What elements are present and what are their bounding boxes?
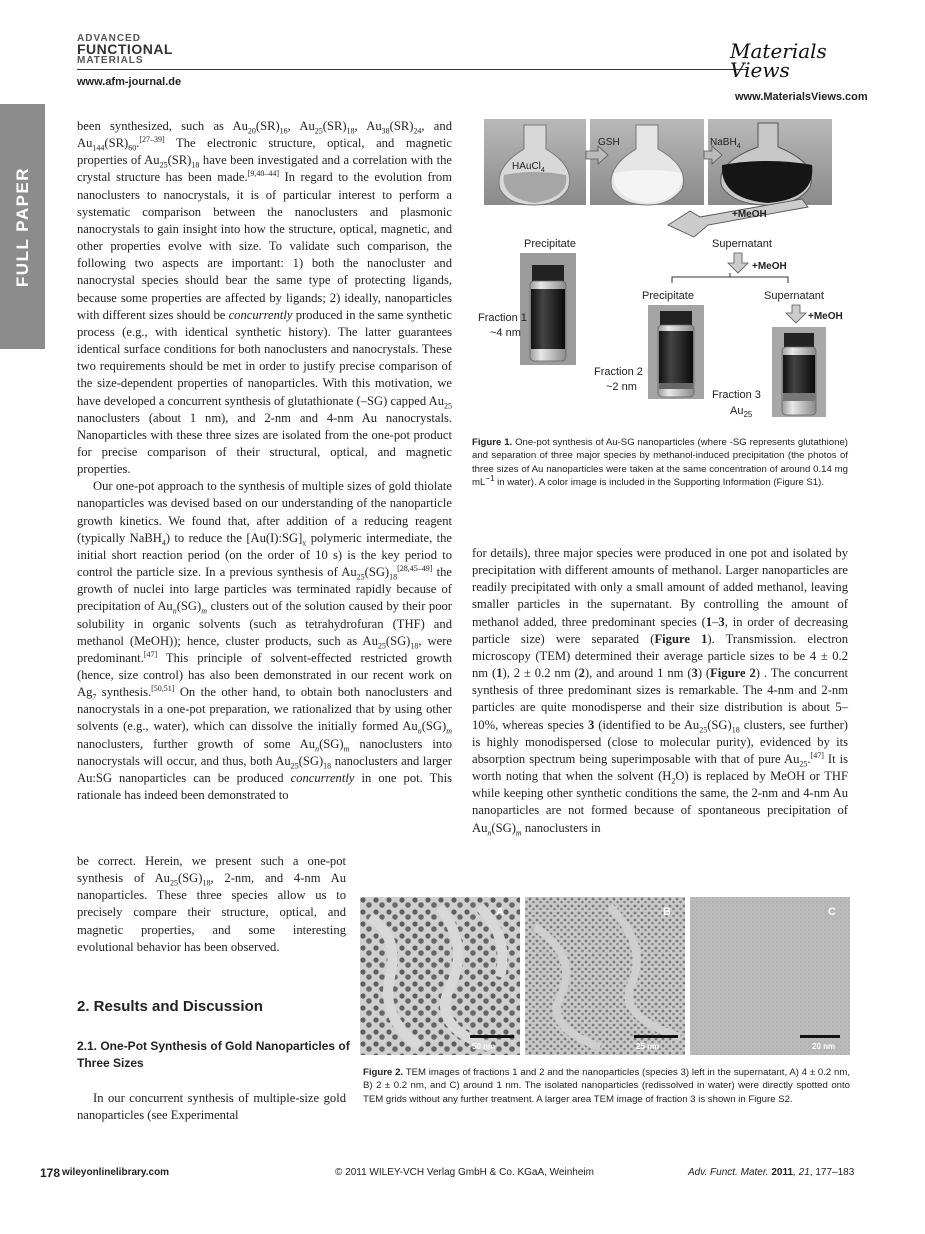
- panel-label-a: A: [496, 906, 504, 918]
- scale-label-c: 20 nm: [812, 1042, 836, 1051]
- label-meoh-1: +MeOH: [732, 209, 767, 220]
- label-fraction-1: Fraction 1: [478, 312, 527, 324]
- figure-1-caption-sup: −1: [485, 473, 495, 483]
- label-fraction-2-size: ~2 nm: [606, 381, 637, 393]
- section-heading: 2. Results and Discussion: [77, 998, 263, 1015]
- body-text-left-narrow: be correct. Herein, we present such a one-pot synthesis of $Au_{25}(SG)_{18}$, 2-nm, and 4-nm Au nanoparticles. These three species allow us to precisely compare their structure, optical, and magnetic properties, and some interesting evolutional behavior has been observed.: [77, 854, 346, 954]
- tem-panel-b: [525, 897, 685, 1055]
- citation-volume: 21: [798, 1167, 810, 1178]
- side-tab: [0, 104, 45, 349]
- materials-views-url-link[interactable]: www.MaterialsViews.com: [735, 91, 868, 103]
- label-nabh4: NaBH$_4$: [710, 137, 741, 150]
- label-precipitate-1: Precipitate: [524, 238, 576, 250]
- scale-label-b: 25 nm: [636, 1042, 660, 1051]
- header-rule: [77, 69, 747, 70]
- label-fraction-3: Fraction 3: [712, 389, 761, 401]
- materials-views-logo: Materials Views: [730, 39, 827, 82]
- label-meoh-2: +MeOH: [752, 261, 787, 272]
- label-supernatant-2: Supernatant: [764, 290, 824, 302]
- figure-1-caption-label: Figure 1.: [472, 437, 513, 448]
- figure-1-synthesis-diagram: [472, 113, 848, 423]
- flask-gsh-photo: [590, 119, 704, 205]
- citation-pages: , 177–183: [809, 1167, 855, 1178]
- citation-journal: Adv. Funct. Mater.: [688, 1167, 769, 1178]
- panel-label-c: C: [828, 906, 836, 918]
- body-text-left-column: been synthesized, such as $Au_{20}(SR)_{16}$, $Au_{25}(SR)_{18}$, $Au_{38}(SR)_{24}$, and $Au_{144}(SR)_{60}.[27-39]$ The electronic structure, optical, and magnetic properties of $Au_{25}(SR)_{18}$ have been investigated and a correlation with the crystal structure has been made.[9,40–44] In regard to the evolution from nanoclusters to nanocrystals, it is of particular interest to perform a systematic comparison between the nanoclusters and plasmonic nanocrystals to gain insight into how the structure, optical, magnetic, and other properties evolve with size. To validate such comparison, the following two aspects are important: 1) both the nanocluster and nanocrystal species should bear the same type of protecting ligands, because some properties are affected by ligands; 2) ideally, nanoparticles with different sizes should be concurrently produced in the same synthetic process (e.g., with identical synthetic history). The latter guarantees identical surface conditions for both nanoclusters and nanocrystals. These two requirements should be met in order to justify precise comparison of the size-dependent properties of nanoparticles. With this motivation, we have developed a concurrent synthesis of glutathionate (–SG) capped $Au_{25}$ nanoclusters (about 1 nm), and 2-nm and 4-nm Au nanocrystals. Nanoparticles with these three sizes are isolated from the one-pot product for precise comparison of their structural, optical, and magnetic properties. Our one-pot approach to the synthesis of multiple sizes of gold thiolate nanoparticles was devised based on our understanding of the nanoparticle growth kinetics. We found that, after addition of a reducing reagent (typically NaBH$_4$) to reduce the $[Au(I):SG]_x$ polymeric intermediate, the initial short reaction period (on the order of 10 s) is the key period to control the particle size. In a previous synthesis of $Au_{25}(SG)_{18}[28,45-49]$ the growth of nuclei into large particles was terminated rapidly because of precipitation of $Au_n(SG)_m$ clusters out of the solution caused by their poor solubility in organic solvents (such as tetrahydrofuran (THF) and methanol (MeOH)); hence, cluster products, such as $Au_{25}(SG)_{18}$, were predominant.[47] This principle of solvent-effected restricted growth (hence, size control) has also been demonstrated in our recent work on $Ag_7$ synthesis.[50,51] On the other hand, to obtain both nanoclusters and nanocrystals in a one-pot preparation, we rationalized that by using other solvents (e.g., water), which can dissolve the initially formed $Au_n(SG)_m$ nanoclusters, further growth of some $Au_n(SG)_m$ nanoclusters into nanocrystals will occur, and thus, both $Au_{25}(SG)_{18}$ nanoclusters and larger Au:SG nanoparticles can be produced concurrently in one pot. This rationale has indeed been demonstrated to: [77, 119, 453, 803]
- label-meoh-3: +MeOH: [808, 311, 843, 322]
- subsection-heading: 2.1. One-Pot Synthesis of Gold Nanoparticles of Three Sizes: [77, 1039, 350, 1070]
- panel-label-b: B: [663, 906, 671, 918]
- figure-1-caption-text: One-pot synthesis of Au-SG nanoparticles (where -SG represents glutathione) and separation of three major species by methanol-induced precipitation (the photos of three sizes of Au nanoparticles were taken at the same concentration of around 0.14 mg mL: [472, 437, 848, 488]
- figure-1-caption: [472, 436, 848, 489]
- vial-fraction-2-photo: [648, 305, 704, 399]
- body-text-experimental: In our concurrent synthesis of multiple-size gold nanoparticles (see Experimental: [77, 1091, 346, 1123]
- tem-panel-c: [690, 897, 850, 1055]
- journal-logo: [77, 33, 197, 66]
- scale-label-a: 50 nm: [472, 1042, 496, 1051]
- label-supernatant-1: Supernatant: [712, 238, 772, 250]
- label-gsh: GSH: [598, 137, 620, 148]
- figure-2-caption: [363, 1066, 850, 1106]
- figure-2-caption-text: TEM images of fractions 1 and 2 and the nanoparticles (species 3) left in the supernatant, A) 4 ± 0.2 nm, B) 2 ± 0.2 nm, and C) around 1 nm. The isolated nanoparticles (redissolved in water) were directly spotted onto TEM grids without any further treatment. A larger area TEM image of fraction 3 is shown in Figure S2.: [363, 1067, 850, 1105]
- journal-logo-line1: ADVANCED: [77, 33, 141, 44]
- side-tab-label: FULL PAPER: [12, 166, 32, 287]
- footer-citation: Adv. Funct. Mater. 2011, 21, 177–183: [688, 1167, 855, 1178]
- flask-nabh4-photo: [708, 119, 832, 205]
- figure-2-tem-images: [360, 897, 850, 1055]
- label-haucl4: HAuCl$_4$: [512, 161, 545, 174]
- vial-fraction-3-photo: [772, 327, 826, 417]
- label-precipitate-2: Precipitate: [642, 290, 694, 302]
- label-fraction-1-size: ~4 nm: [490, 327, 521, 339]
- tem-panel-a: [360, 897, 520, 1055]
- footer-site-link[interactable]: wileyonlinelibrary.com: [62, 1167, 170, 1178]
- figure-2-caption-label: Figure 2.: [363, 1067, 404, 1078]
- journal-logo-line3: MATERIALS: [77, 55, 144, 66]
- label-fraction-2: Fraction 2: [594, 366, 643, 378]
- journal-url-link[interactable]: www.afm-journal.de: [77, 76, 182, 88]
- citation-year: 2011: [771, 1167, 794, 1178]
- vial-fraction-1-photo: [520, 253, 576, 365]
- label-fraction-3-au: $Au_{25}$: [730, 405, 753, 419]
- figure-1-caption-text2: in water). A color image is included in the Supporting Information (Figure S1).: [494, 476, 825, 488]
- page-number: 178: [40, 1166, 61, 1180]
- footer-copyright: © 2011 WILEY-VCH Verlag GmbH & Co. KGaA, Weinheim: [335, 1167, 594, 1178]
- body-text-right-column: for details), three major species were produced in one pot and isolated by precipitation with different amounts of methanol. Larger nanoparticles are readily precipitated with only a small amount of added methanol, leaving smaller particles in the supernatant. By controlling the amount of methanol added, three predominant species (1–3, in order of decreasing particle size) were separated (Figure 1). Transmission. electron microscopy (TEM) determined their average particle sizes to be 4 ± 0.2 nm (1), 2 ± 0.2 nm (2), and around 1 nm (3) (Figure 2) . The concurrent synthesis of three predominant sizes is remarkable. The 4-nm and 2-nm particles are quite monodisperse and their size distribution is about 5–10%, whereas species 3 (identified to be $Au_{25}(SG)_{18}$ clusters, see further) is highly monodispersed (close to molecular purity), evidenced by its absorption spectrum being superimposable with that of pure $Au_{25}.[47]$ It is worth noting that when the solvent $(H_2O)$ is replaced by MeOH or THF while keeping other synthetic conditions the same, the 2-nm and 4-nm Au nanoparticles are not formed because of spontaneous precipitation of $Au_n(SG)_m$ nanoclusters in: [472, 546, 849, 838]
- journal-logo-line2: FUNCTIONAL: [77, 41, 173, 57]
